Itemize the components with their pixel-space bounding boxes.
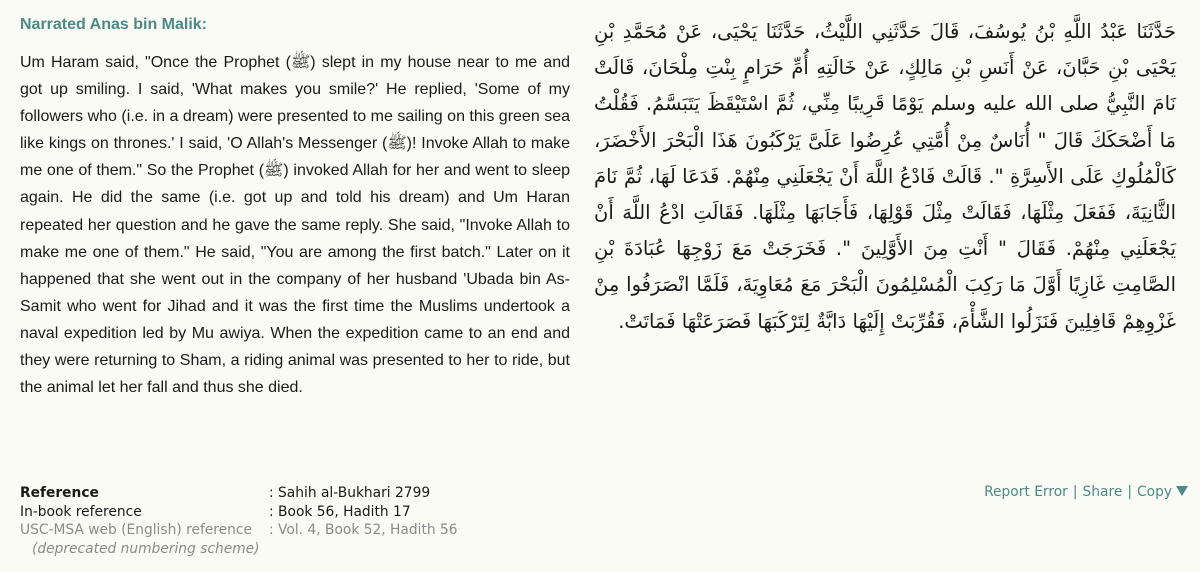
usc-reference-value: : Vol. 4, Book 52, Hadith 56 bbox=[269, 522, 458, 538]
usc-reference-row bbox=[20, 521, 458, 540]
arabic-block bbox=[594, 14, 1176, 340]
english-hadith-text: Um Haram said, "Once the Prophet (ﷺ) slept in my house near to me and got up smiling. I said, 'What makes you smile?' He replied, 'Some of my followers who (i.e. in a dream) were presented to me sailing on this green sea like kings on thrones.' I said, 'O Allah's Messenger (ﷺ)! Invoke Allah to make me one of them." So the Prophet (ﷺ) invoked Allah for her and went to sleep again. He did the same (i.e. got up and told his dream) and Um Haran repeated her question and he gave the same reply. She said, "Invoke Allah to make me one of them." He said, "You are among the first batch." Later on it happened that she went out in the company of her husband 'Ubada bin As-Samit who went for Jihad and it was the first time the Muslims undertook a naval expedition led by Mu awiya. When the expedition came to an end and they were returning to Sham, a riding animal was presented to her to ride, but the animal let her fall and thus she died. bbox=[20, 54, 571, 397]
deprecated-note: (deprecated numbering scheme) bbox=[32, 540, 260, 557]
separator: | bbox=[1127, 484, 1132, 500]
reference-value: : Sahih al-Bukhari 2799 bbox=[269, 485, 431, 501]
narrator-heading: Narrated Anas bin Malik: bbox=[20, 16, 208, 33]
arabic-hadith-text: حَدَّثَنَا عَبْدُ اللَّهِ بْنُ يُوسُفَ، قَالَ حَدَّثَنِي اللَّيْثُ، حَدَّثَنَا يَحْيَى، عَنْ مُحَمَّدِ بْنِ يَحْيَى بْنِ حَبَّانَ، عَنْ أَنَسِ بْنِ مَالِكٍ، عَنْ خَالَتِهِ أُمِّ حَرَامٍ بِنْتِ مِلْحَانَ، قَالَتْ نَامَ النَّبِيُّ صلى الله عليه وسلم يَوْمًا قَرِيبًا مِنِّي، ثُمَّ اسْتَيْقَظَ يَتَبَسَّمُ‏.‏ فَقُلْتُ مَا أَضْحَكَكَ قَالَ ‏"‏ أُنَاسٌ مِنْ أُمَّتِي عُرِضُوا عَلَىَّ يَرْكَبُونَ هَذَا الْبَحْرَ الأَخْضَرَ، كَالْمُلُوكِ عَلَى الأَسِرَّةِ ‏"‏‏.‏ قَالَتْ فَادْعُ اللَّهَ أَنْ يَجْعَلَنِي مِنْهُمْ‏.‏ فَدَعَا لَهَا، ثُمَّ نَامَ الثَّانِيَةَ، فَفَعَلَ مِثْلَهَا، فَقَالَتْ مِثْلَ قَوْلِهَا، فَأَجَابَهَا مِثْلَهَا‏.‏ فَقَالَتِ ادْعُ اللَّهَ أَنْ يَجْعَلَنِي مِنْهُمْ‏.‏ فَقَالَ ‏"‏ أَنْتِ مِنَ الأَوَّلِينَ ‏"‏‏.‏ فَخَرَجَتْ مَعَ زَوْجِهَا عُبَادَةَ بْنِ الصَّامِتِ غَازِيًا أَوَّلَ مَا رَكِبَ الْمُسْلِمُونَ الْبَحْرَ مَعَ مُعَاوِيَةَ، فَلَمَّا انْصَرَفُوا مِنْ غَزْوِهِمْ قَافِلِينَ فَنَزَلُوا الشَّأْمَ، فَقُرِّبَتْ إِلَيْهَا دَابَّةٌ لِتَرْكَبَهَا فَصَرَعَتْهَا فَمَاتَتْ‏.‏ bbox=[594, 20, 1176, 333]
usc-reference-label: USC-MSA web (English) reference bbox=[20, 522, 252, 538]
reference-label: Reference bbox=[20, 485, 99, 501]
separator: | bbox=[1072, 484, 1078, 500]
copy-link[interactable]: Copy bbox=[1137, 484, 1172, 500]
reference-row bbox=[20, 484, 458, 503]
reference-table bbox=[20, 484, 458, 558]
inbook-reference-value: : Book 56, Hadith 17 bbox=[269, 503, 411, 520]
action-links bbox=[984, 483, 1188, 501]
share-link[interactable]: Share bbox=[1082, 484, 1123, 500]
caret-down-icon[interactable] bbox=[1176, 486, 1188, 496]
english-block bbox=[20, 14, 570, 401]
inbook-reference-label: In-book reference bbox=[20, 503, 142, 520]
report-error-link[interactable]: Report Error bbox=[984, 484, 1068, 500]
inbook-reference-row bbox=[20, 503, 458, 522]
